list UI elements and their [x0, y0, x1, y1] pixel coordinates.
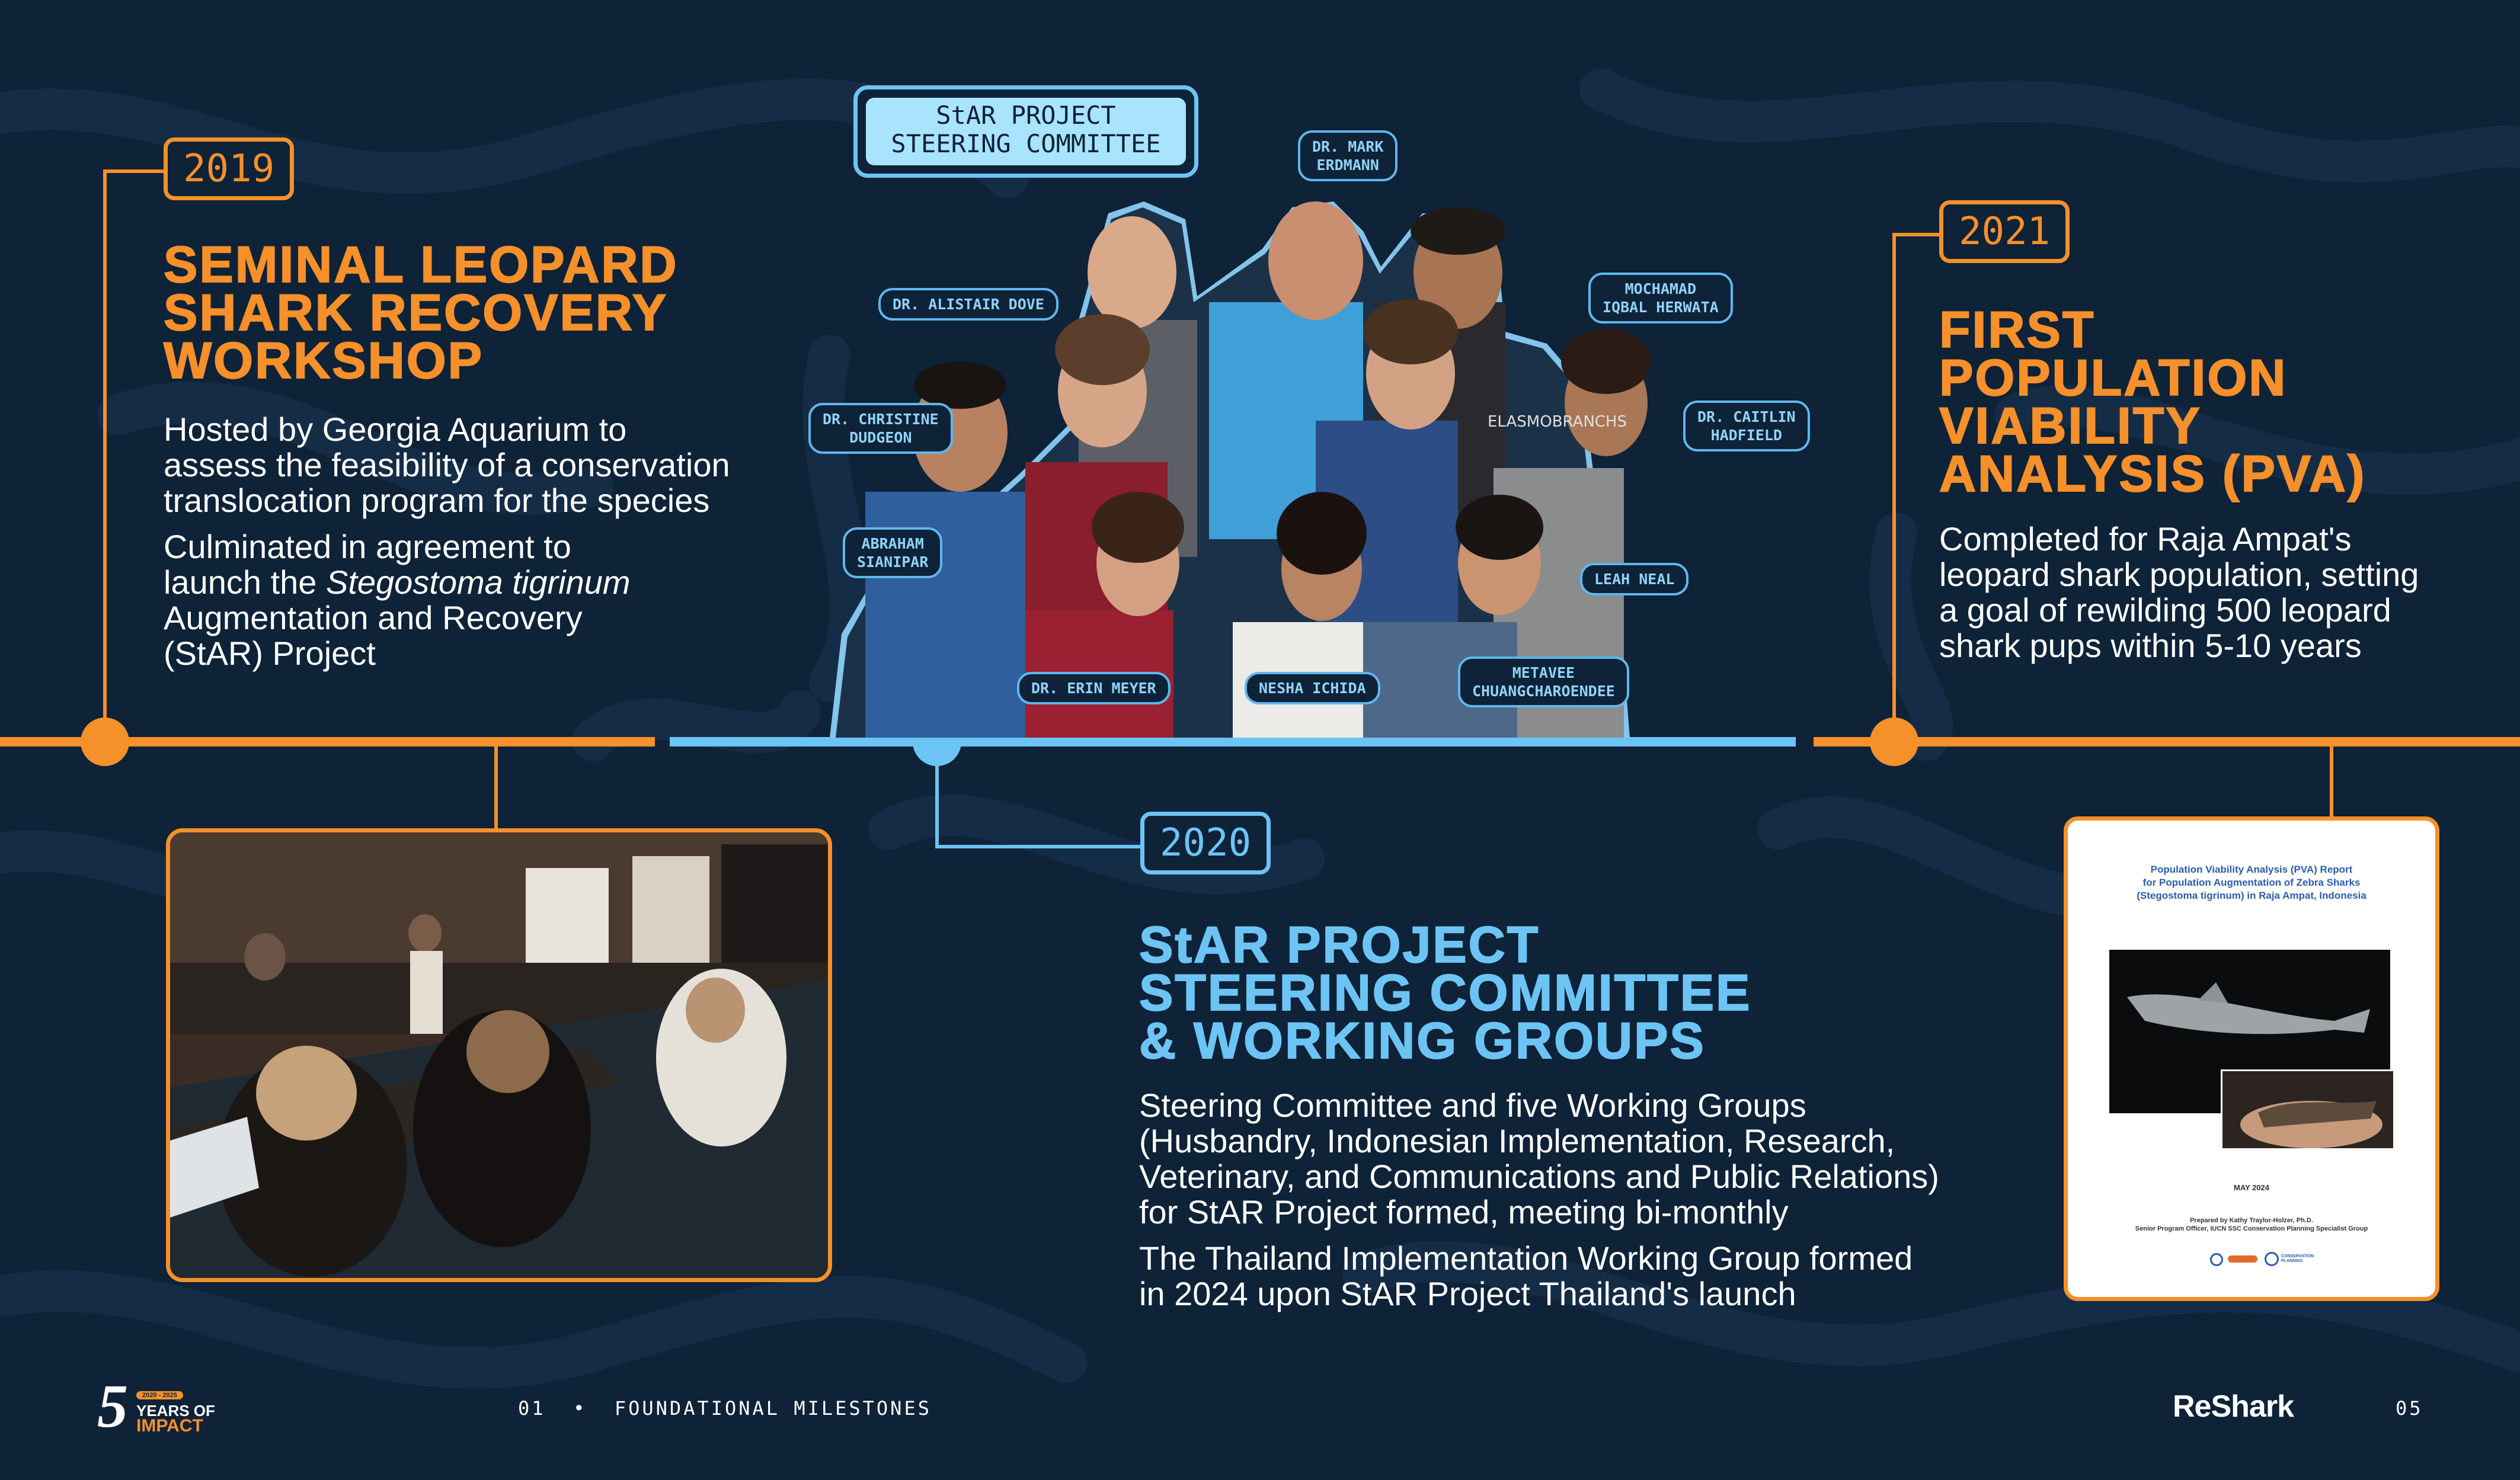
title-line: ANALYSIS (PVA) [1939, 446, 2367, 502]
iucn-logo-icon [2210, 1253, 2223, 1266]
logo-text: IMPACT [136, 1416, 203, 1436]
body-line: Veterinary, and Communications and Public Relations) [1139, 1158, 1939, 1195]
report-logos [2210, 1248, 2314, 1268]
name-text: CHUANGCHAROENDEE [1472, 683, 1615, 700]
timeline-segment-right [1814, 737, 2520, 747]
name-text: DR. ALISTAIR DOVE [893, 296, 1044, 313]
milestone-2020-body [1139, 1088, 2028, 1312]
body-line: Hosted by Georgia Aquarium to [164, 411, 627, 448]
shirt-print: ELASMOBRANCHS [1488, 413, 1627, 431]
milestone-2019-body [164, 412, 786, 671]
body-line: launch the [164, 563, 326, 601]
body-line: The Thailand Implementation Working Group formed [1139, 1239, 1913, 1277]
name-badge-abraham-sianipar [843, 527, 942, 578]
body-line: for StAR Project formed, meeting bi-monthly [1139, 1193, 1789, 1231]
title-line: POPULATION [1939, 350, 2288, 406]
name-badge-alistair-dove [878, 288, 1058, 321]
logo-number: 5 [97, 1372, 128, 1440]
committee-label-line: STEERING COMMITTEE [891, 129, 1161, 158]
name-badge-christine-dudgeon [808, 403, 953, 454]
body-line: a goal of rewilding 500 leopard [1939, 591, 2391, 629]
report-author-line: Senior Program Officer, IUCN SSC Conservation Planning Specialist Group [2135, 1225, 2368, 1232]
name-text: DR. ERIN MEYER [1031, 680, 1156, 697]
name-text: DUDGEON [849, 429, 912, 446]
connector-2020-horizontal [935, 845, 1143, 848]
year-badge-2021: 2021 [1939, 200, 2070, 263]
reshark-brand: ReShark [2173, 1389, 2294, 1424]
name-text: ABRAHAM [861, 535, 924, 552]
milestone-2020-title [1139, 917, 1752, 1069]
milestone-2021-title [1939, 302, 2367, 502]
connector-2019-horizontal [103, 169, 166, 173]
connector-2021-vertical [1892, 233, 1896, 725]
committee-label-line: StAR PROJECT [936, 101, 1116, 130]
body-line: (StAR) Project [164, 635, 376, 672]
title-line: STEERING COMMITTEE [1139, 965, 1752, 1021]
body-line: Augmentation and Recovery [164, 599, 583, 636]
report-title-line: (Stegostoma tigrinum) in Raja Ampat, Indonesia [2137, 890, 2367, 901]
name-badge-leah-neal [1580, 563, 1688, 595]
name-text: ERDMANN [1316, 156, 1379, 174]
timeline-dot-2021 [1870, 717, 1918, 766]
title-line: SEMINAL LEOPARD [164, 236, 679, 293]
cpsg-logo-icon [2265, 1252, 2279, 1266]
name-badge-nesha-ichida [1245, 672, 1380, 704]
name-text: MOCHAMAD [1624, 280, 1697, 297]
body-line: Culminated in agreement to [164, 528, 571, 565]
species-name: Stegostoma tigrinum [325, 563, 631, 601]
report-date: MAY 2024 [2234, 1183, 2269, 1192]
body-line: assess the feasibility of a conservation [164, 446, 730, 483]
timeline-segment-center [670, 737, 1796, 747]
name-text: SIANIPAR [857, 553, 929, 571]
title-line: & WORKING GROUPS [1139, 1013, 1706, 1069]
body-line: in 2024 upon StAR Project Thailand's launch [1139, 1275, 1796, 1312]
milestone-2021-body [1939, 521, 2496, 664]
connector-2021-horizontal [1892, 233, 1940, 236]
year-badge-2020: 2020 [1140, 812, 1271, 874]
report-title-line: Population Viability Analysis (PVA) Report [2150, 864, 2353, 875]
title-line: SHARK RECOVERY [164, 284, 669, 341]
report-hand-image [2221, 1069, 2395, 1150]
name-badge-mochamad-iqbal-herwata [1588, 273, 1733, 323]
section-label: 01 • FOUNDATIONAL MILESTONES [518, 1397, 932, 1420]
report-author-line: Prepared by Kathy Traylor-Holzer, Ph.D. [2190, 1217, 2313, 1224]
title-line: WORKSHOP [164, 332, 484, 389]
logo-year-range: 2020 - 2025 [136, 1391, 183, 1399]
body-line: translocation program for the species [164, 482, 710, 519]
name-text: DR. CHRISTINE [823, 411, 939, 428]
title-line: StAR PROJECT [1139, 917, 1540, 973]
pva-report-cover [2064, 816, 2439, 1301]
name-text: METAVEE [1512, 664, 1575, 681]
title-line: FIRST [1939, 302, 2096, 358]
workshop-photo [166, 828, 832, 1282]
name-text: HADFIELD [1710, 427, 1782, 444]
name-text: NESHA ICHIDA [1259, 680, 1366, 697]
name-badge-metavee-chuangcharoendee [1458, 656, 1629, 707]
name-text: DR. CAITLIN [1697, 408, 1796, 425]
report-title-line: for Population Augmentation of Zebra Sharks [2142, 877, 2361, 888]
name-badge-mark-erdmann [1298, 130, 1397, 181]
year-badge-2019: 2019 [164, 137, 294, 200]
logo-mark-icon [2228, 1255, 2257, 1263]
connector-photo-vertical [494, 747, 498, 832]
title-line: VIABILITY [1939, 398, 2202, 454]
committee-label [853, 85, 1198, 178]
name-text: LEAH NEAL [1594, 571, 1675, 588]
milestone-2019-title [164, 236, 679, 389]
timeline-dot-2019 [81, 717, 129, 766]
body-line: shark pups within 5-10 years [1939, 627, 2362, 664]
name-text: IQBAL HERWATA [1603, 299, 1719, 316]
body-line: Completed for Raja Ampat's [1939, 520, 2352, 558]
name-badge-erin-meyer [1017, 672, 1171, 704]
name-badge-caitlin-hadfield [1683, 401, 1810, 451]
connector-2020-vertical [935, 764, 939, 847]
body-line: Steering Committee and five Working Groups [1139, 1087, 1806, 1124]
body-line: leopard shark population, setting [1939, 556, 2419, 593]
page-number: 05 [2396, 1397, 2423, 1420]
body-line: (Husbandry, Indonesian Implementation, Research, [1139, 1122, 1895, 1159]
connector-report-vertical [2330, 747, 2333, 818]
connector-2019-vertical [103, 169, 107, 720]
cpsg-logo-text: CONSERVATION PLANNING [2281, 1254, 2314, 1263]
name-text: DR. MARK [1312, 138, 1384, 155]
logo-text: YEARS OF [136, 1402, 215, 1420]
five-years-of-impact-logo [97, 1372, 239, 1440]
